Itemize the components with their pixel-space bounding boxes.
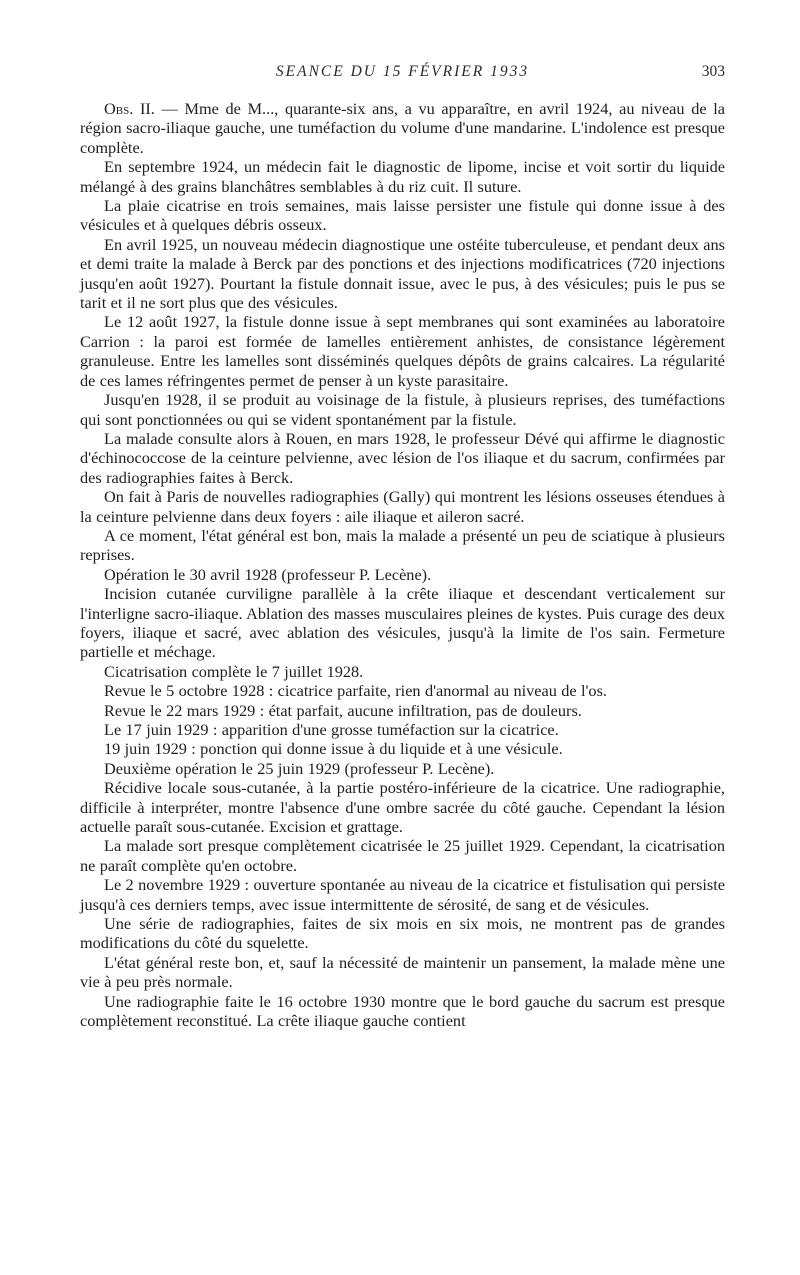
paragraph: Deuxième opération le 25 juin 1929 (professeur P. Lecène).	[104, 758, 495, 778]
paragraph: La malade consulte alors à Rouen, en mars 1928, le professeur Dévé qui affirme le diagnostic d'échinococcose de la ceinture pelvienne, avec lésion de l'os iliaque et du sacrum, confirmées par des radiographies faites à Berck.	[80, 428, 725, 487]
paragraph: Jusqu'en 1928, il se produit au voisinage de la fistule, à plusieurs reprises, des tuméfactions qui sont ponctionnées ou qui se vident spontanément par la fistule.	[80, 390, 725, 429]
paragraph: On fait à Paris de nouvelles radiographies (Gally) qui montrent les lésions osseuses étendues à la ceinture pelvienne dans deux foyers : aile iliaque et aileron sacré.	[80, 487, 725, 526]
running-title: SEANCE DU 15 FÉVRIER 1933	[275, 63, 530, 80]
page-header	[80, 63, 725, 83]
paragraph: Le 12 août 1927, la fistule donne issue à sept membranes qui sont examinées au laboratoire Carrion : la paroi est formée de lamelles entièrement anhistes, de consistance légèrement granuleuse. Entre les lamelles sont disséminés quelques dépôts de grains calcaires. La régularité de ces lames réfringentes permet de penser à un kyste parasitaire.	[80, 312, 725, 390]
paragraph: Le 2 novembre 1929 : ouverture spontanée au niveau de la cicatrice et fistulisation qui persiste jusqu'à ces derniers temps, avec issue intermittente de sérosité, de sang et de vésicules.	[80, 875, 725, 914]
paragraph: Revue le 22 mars 1929 : état parfait, aucune infiltration, pas de douleurs.	[104, 700, 582, 720]
paragraph: Revue le 5 octobre 1928 : cicatrice parfaite, rien d'anormal au niveau de l'os.	[104, 681, 607, 701]
paragraph: En septembre 1924, un médecin fait le diagnostic de lipome, incise et voit sortir du liquide mélangé à des grains blanchâtres semblables à du riz cuit. Il suture.	[80, 157, 725, 196]
paragraph	[80, 99, 725, 157]
paragraph: Une série de radiographies, faites de six mois en six mois, ne montrent pas de grandes modifications du côté du squelette.	[80, 914, 725, 953]
paragraph: Récidive locale sous-cutanée, à la partie postéro-inférieure de la cicatrice. Une radiographie, difficile à interpréter, montre l'absence d'une ombre sacrée du côté gauche. Cependant la lésion actuelle paraît sous-cutanée. Excision et grattage.	[80, 778, 725, 837]
paragraph: La plaie cicatrise en trois semaines, mais laisse persister une fistule qui donne issue à des vésicules et à quelques débris osseux.	[80, 196, 725, 235]
paragraph: Opération le 30 avril 1928 (professeur P. Lecène).	[104, 564, 432, 584]
paragraph: Le 17 juin 1929 : apparition d'une grosse tuméfaction sur la cicatrice.	[104, 720, 559, 739]
paragraph: Une radiographie faite le 16 octobre 1930 montre que le bord gauche du sacrum est presque complètement reconstitué. La crête iliaque gauche contient	[80, 991, 725, 1031]
article-body	[80, 99, 725, 1031]
paragraph: En avril 1925, un nouveau médecin diagnostique une ostéite tuberculeuse, et pendant deux ans et demi traite la malade à Berck par des ponctions et des injections modificatrices (720 injections jusqu'en août 1927). Pourtant la fistule donnait issue, avec le pus, à des vésicules; puis le pus se tarit et il ne sort plus que des vésicules.	[80, 234, 725, 313]
paragraph: La malade sort presque complètement cicatrisée le 25 juillet 1929. Cependant, la cicatrisation ne paraît complète qu'en octobre.	[80, 836, 725, 875]
paragraph: Incision cutanée curviligne parallèle à la crête iliaque et descendant verticalement sur l'interligne sacro-iliaque. Ablation des masses musculaires pleines de kystes. Puis curage des deux foyers, iliaque et sacré, avec ablation des vésicules, jusqu'à la limite de l'os sain. Fermeture partielle et méchage.	[80, 584, 725, 662]
page-number: 303	[701, 63, 725, 80]
paragraph-text: — Mme de M..., quarante-six ans, a vu apparaître, en avril 1924, au niveau de la région sacro-iliaque gauche, une tuméfaction du volume d'une mandarine. L'indolence est presque complète.	[80, 99, 725, 157]
paragraph: 19 juin 1929 : ponction qui donne issue à du liquide et à une vésicule.	[104, 739, 563, 759]
paragraph: A ce moment, l'état général est bon, mais la malade a présenté un peu de sciatique à plusieurs reprises.	[80, 525, 725, 565]
paragraph: Cicatrisation complète le 7 juillet 1928.	[104, 661, 364, 681]
observation-label: Obs. II.	[104, 99, 155, 118]
paragraph: L'état général reste bon, et, sauf la nécessité de maintenir un pansement, la malade mène une vie à peu près normale.	[80, 952, 725, 992]
